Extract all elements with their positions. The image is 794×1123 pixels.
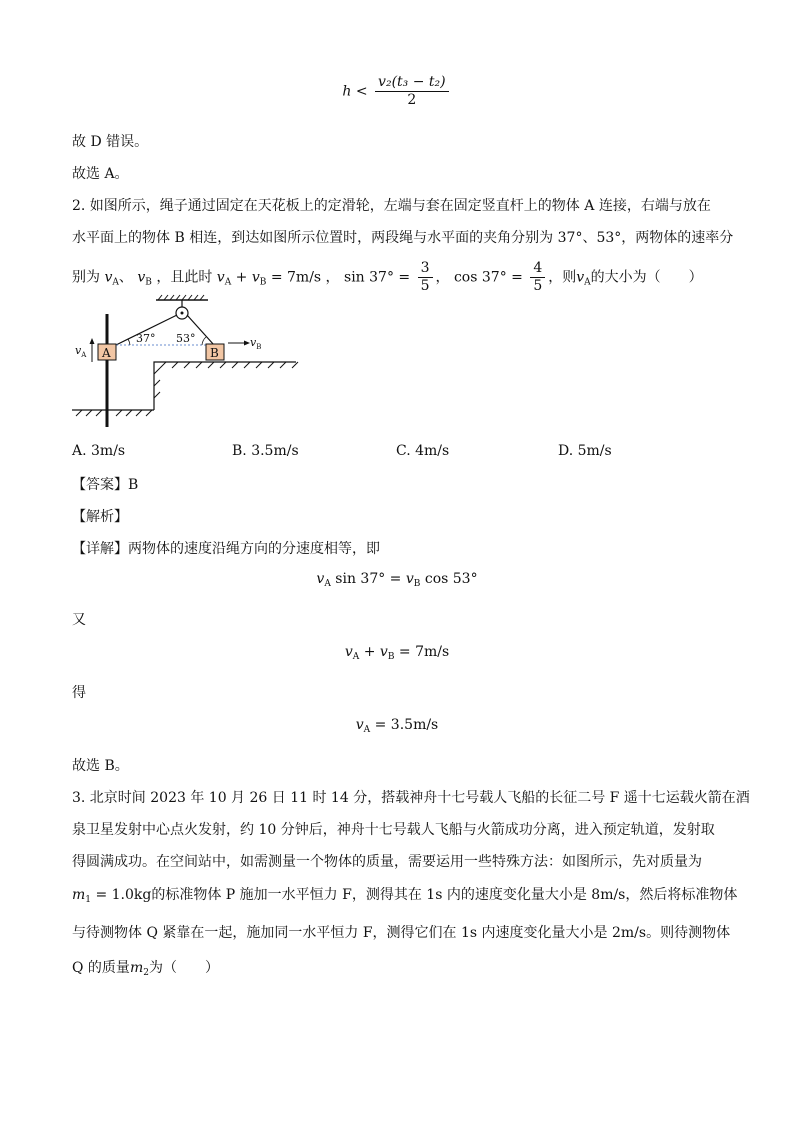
q2-sin-fraction: $\frac{3}{5}$ [418,260,433,295]
q3-line4: $m_1 = 1.0kg$的标准物体 P 施加一水平恒力 F，测得其在 1s 内的速度变化量大小是 8m/s，然后将标准物体 [72,887,738,905]
q2-line2: 水平面上的物体 B 相连，到达如图所示位置时，两段绳与水平面的夹角分别为 37°、53°，两物体的速率分 [72,230,734,246]
q2-line3: 别为 $v_A$、 $v_B$ ，且此时 $v_A + v_B = 7m/s$ ， sin 37° = $\frac{3}{5}$ ， cos 37° = $\frac{4}{5}$ ，则$v_A$的大小为（ ） [72,260,703,294]
formula-h-fraction [375,74,449,109]
detail-text: 两物体的速度沿绳方向的分速度相等，即 [128,541,380,557]
option-d: D. 5m/s [558,443,612,459]
option-b: B. 3.5m/s [232,443,299,459]
q2-line1: 2. 如图所示，绳子通过固定在天花板上的定滑轮，左端与套在固定竖直杆上的物体 A 连接，右端与放在 [72,198,711,214]
detail-line [72,538,380,558]
vb-label: $v_B$ [250,336,262,351]
formula-h-numerator: v₂(t₃ − t₂) [375,74,449,92]
block-a-label: A [102,346,111,360]
option-a: A. 3m/s [72,443,126,459]
q2-line3-start: 别为 [72,269,100,286]
option-c: C. 4m/s [396,443,450,459]
angle-37-label: 37° [136,332,156,345]
formula-h [0,74,794,109]
angle-53-label: 53° [176,332,196,345]
equation-2: $v_A + v_B = 7m/s$ [344,644,450,662]
text-de: 得 [72,685,86,701]
equation-3: $v_A = 3.5m/s$ [355,717,439,735]
q3-line2: 泉卫星发射中心点火发射，约 10 分钟后，神舟十七号载人飞船与火箭成功分离，进入预定轨道，发射取 [72,822,715,838]
q3-line3: 得圆满成功。在空间站中，如需测量一个物体的质量，需要运用一些特殊方法：如图所示，先对质量为 [72,854,702,870]
q2-line3-end: 的大小为（ ） [590,269,703,286]
answer-line [72,474,138,494]
va-label: $v_A$ [75,344,87,359]
analysis-tag: 【解析】 [72,509,128,525]
answer-tag: 【答案】 [72,477,128,493]
q2-line3-eq: = 7m/s ， [270,269,340,286]
q3-line6: Q 的质量$m_2$为（ ） [72,960,219,978]
text-choose-a: 故选 A。 [72,166,129,182]
q2-sin-label: sin 37° = [344,269,411,286]
answer-value: B [128,477,139,493]
block-b-label: B [210,346,219,360]
q3-line5: 与待测物体 Q 紧靠在一起，施加同一水平恒力 F，测得它们在 1s 内速度变化量大小是 2m/s。则待测物体 [72,925,731,941]
text-d-wrong: 故 D 错误。 [72,134,149,150]
text-choose-b: 故选 B。 [72,758,129,774]
q2-cos-label: cos 37° = [453,269,523,286]
pulley-diagram [72,292,304,432]
detail-tag: 【详解】 [72,541,128,557]
q3-line1: 3. 北京时间 2023 年 10 月 26 日 11 时 14 分，搭载神舟十七号载人飞船的长征二号 F 遥十七运载火箭在酒 [72,790,750,806]
formula-h-lhs: h < [342,83,368,100]
q2-line3-mid: ，且此时 [156,269,213,286]
equation-1: $v_A$ $\sin 37^\circ = v_B$ cos 53° [316,571,478,589]
formula-h-denominator: 2 [407,92,417,108]
q2-cos-fraction: $\frac{4}{5}$ [530,260,545,295]
text-you: 又 [72,612,86,628]
